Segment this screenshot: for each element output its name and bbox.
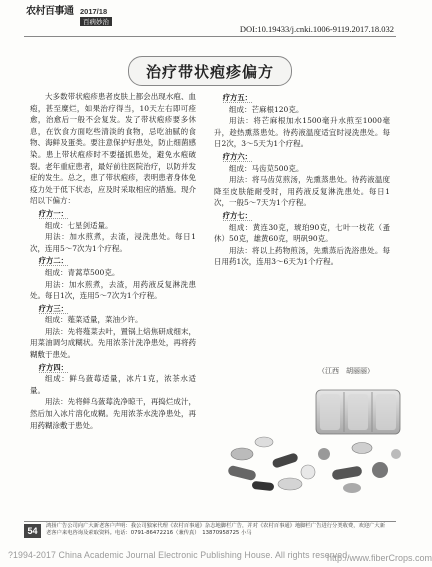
remedy-heading: 疗方四： <box>38 362 68 372</box>
remedy-heading: 疗方七： <box>222 210 252 220</box>
remedy-usage: 用法：将马齿苋煎汤，先熏蒸患处。待药液温度降至皮肤能耐受时，用药液反复淋洗患处。每日1次，一般5～7天为1个疗程。 <box>214 175 390 208</box>
page-number: 54 <box>24 524 41 538</box>
remedy-ingredients: 组成：马齿苋500克。 <box>229 163 304 173</box>
remedy-heading: 疗方二： <box>38 256 68 266</box>
footer-rule <box>24 521 396 522</box>
remedy-heading: 疗方六： <box>222 151 252 161</box>
page-header <box>0 0 414 44</box>
remedy-usage: 用法：先将薤菜去叶，置锅上焙焦研成细末，用菜油调匀成糊状。先用浓茶汁洗净患处，再将药糊敷于患处。 <box>30 326 196 360</box>
remedy-usage: 用法：先将鲜乌蔹莓洗净晾干，再捣烂成汁，然后加入冰片溶化成糊。先用浓茶水洗净患处，再用药糊涂敷于患处。 <box>30 397 196 430</box>
intro-paragraph: 大多数带状疱疹患者皮肤上都会出现水疱、血疱，甚至糜烂，如果治疗得当，10天左右即可痊愈，治愈后一般不会复发。发了带状疱疹要多休息，在饮食方面吃些清淡的食物，忌吃油腻的食物、海鲜及蛋类。要注意保护好患处，防止细菌感染。患上带状疱疹时不要搔抓患处，避免水疱破裂。老年重症患者，最好前往医院治疗，以防并发症的发生。总之，患了带状疱疹，表明患者身体免疫力处于低下状态，应及时采取相应的措施。现介绍以下偏方： <box>30 92 196 206</box>
copyright-text: ?1994-2017 China Academic Journal Electronic Publishing House. All rights reserved. <box>8 550 350 560</box>
remedy-ingredients: 组成：薤菜适量，菜油少许。 <box>45 315 143 325</box>
title-banner <box>128 56 292 86</box>
issue-box <box>80 7 112 26</box>
remedy-ingredients: 组成：芒麻根120克。 <box>229 104 304 114</box>
remedy-heading: 疗方三： <box>38 303 68 313</box>
left-column <box>30 91 196 431</box>
doi-text: DOI:10.19433/j.cnki.1006-9119.2017.18.032 <box>239 24 394 34</box>
watermark-text: http://www.fiberCrops.com <box>327 553 432 563</box>
remedy-ingredients: 组成：鲜乌蔹莓适量，冰片1克，浓茶水适量。 <box>30 374 196 395</box>
author-credit: （江西 胡丽丽） <box>318 367 374 375</box>
pills <box>227 437 401 493</box>
article-title: 治疗带状疱疹偏方 <box>145 62 274 81</box>
pill-organizer <box>316 390 400 434</box>
remedy-heading: 疗方一： <box>38 208 68 218</box>
remedy-usage: 用法：加水煎煮，去渣，用药液反复淋洗患处。每日1次，连用5～7次为1个疗程。 <box>30 279 196 301</box>
issue-number: 2017/18 <box>80 7 108 16</box>
header-rule <box>24 36 396 37</box>
ad-notice: 鸿扬广告公司向广大新老客户声明：我公司独家代理《农村百事通》杂志地脚栏广告，并对《农村百事通》地脚栏广告进行分类收费，欢迎广大新老客户来电咨询及索取资料。电话：0791-86472216（兼传真） 13870958725 小马 <box>46 523 386 537</box>
remedy-usage: 用法：将芒麻根加水1500毫升水煎至1000毫升，趁热熏蒸患处。待药液温度适宜时浸洗患处。每日2次，3～5天为1个疗程。 <box>214 116 390 149</box>
right-column <box>214 91 390 268</box>
remedy-usage: 用法：加水煎煮，去渣，浸洗患处。每日1次，连用5～7次为1个疗程。 <box>30 232 196 253</box>
pills-illustration <box>212 384 408 498</box>
remedy-ingredients: 组成：青蒿草500克。 <box>45 267 120 277</box>
magazine-logo: 农村百事通 <box>26 6 74 17</box>
column-name: 百病妙治 <box>80 17 112 26</box>
remedy-usage: 用法：将以上药物煎汤，先熏蒸后洗浴患处。每日用药1次，连用3～6天为1个疗程。 <box>214 245 390 267</box>
remedy-ingredients: 组成：黄连30克，琥珀90克，七叶一枝花（蚤休）50克，雄黄60克，明矾90克。 <box>214 222 390 244</box>
remedy-heading: 疗方五： <box>222 93 252 102</box>
remedy-ingredients: 组成：七星剑适量。 <box>45 220 113 230</box>
